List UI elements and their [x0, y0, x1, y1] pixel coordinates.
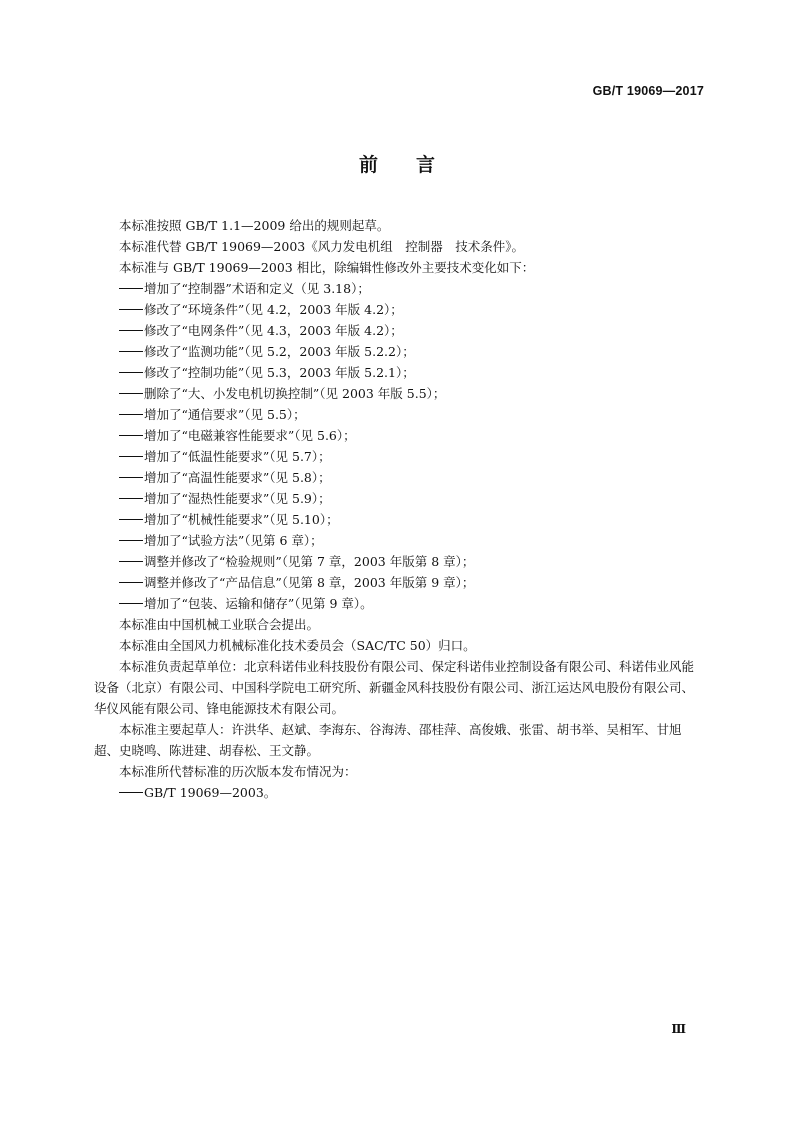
page-number: Ⅲ — [671, 1022, 686, 1036]
change-text: 修改了“电网条件”（见 4.3，2003 年版 4.2）； — [144, 323, 403, 338]
change-text: 删除了“大、小发电机切换控制”（见 2003 年版 5.5）； — [144, 386, 446, 401]
foreword-body — [94, 215, 706, 803]
paragraph-history-intro: 本标准所代替标准的历次版本发布情况为： — [119, 764, 357, 779]
change-item — [94, 467, 706, 488]
change-item — [94, 446, 706, 467]
change-item — [94, 278, 706, 299]
dash-mark — [119, 477, 143, 479]
change-item — [94, 509, 706, 530]
dash-mark — [119, 309, 143, 311]
change-text: 修改了“监测功能”（见 5.2，2003 年版 5.2.2）； — [144, 344, 415, 359]
paragraph-drafters: 本标准主要起草人：许洪华、赵斌、李海东、谷海涛、邵桂萍、高俊娥、张雷、胡书举、吴相军、甘旭超、史晓鸣、陈进建、胡春松、王文静。 — [94, 722, 682, 758]
history-text: GB/T 19069—2003。 — [144, 785, 277, 800]
dash-mark — [119, 498, 143, 500]
dash-mark — [119, 561, 143, 563]
change-item — [94, 320, 706, 341]
change-item — [94, 362, 706, 383]
dash-mark — [119, 351, 143, 353]
change-item — [94, 572, 706, 593]
change-item — [94, 488, 706, 509]
change-item — [94, 425, 706, 446]
change-item — [94, 530, 706, 551]
dash-mark — [119, 456, 143, 458]
change-item — [94, 551, 706, 572]
change-text: 增加了“试验方法”（见第 6 章）； — [144, 533, 323, 548]
dash-mark — [119, 603, 143, 605]
dash-mark — [119, 519, 143, 521]
dash-mark — [119, 288, 143, 290]
paragraph-drafting-units: 本标准负责起草单位：北京科诺伟业科技股份有限公司、保定科诺伟业控制设备有限公司、科诺伟业风能设备（北京）有限公司、中国科学院电工研究所、新疆金风科技股份有限公司、浙江运达风电股份有限公司、华仪风能有限公司、锋电能源技术有限公司。 — [94, 659, 695, 716]
change-text: 增加了“控制器”术语和定义（见 3.18）； — [144, 281, 370, 296]
change-text: 修改了“环境条件”（见 4.2，2003 年版 4.2）； — [144, 302, 403, 317]
change-text: 增加了“包装、运输和储存”（见第 9 章）。 — [144, 596, 373, 611]
change-item — [94, 593, 706, 614]
change-text: 增加了“机械性能要求”（见 5.10）； — [144, 512, 339, 527]
change-text: 增加了“电磁兼容性能要求”（见 5.6）； — [144, 428, 356, 443]
paragraph-proposed-by: 本标准由中国机械工业联合会提出。 — [119, 617, 320, 632]
paragraph-administered-by: 本标准由全国风力机械标准化技术委员会（SAC/TC 50）归口。 — [119, 638, 476, 653]
change-item — [94, 299, 706, 320]
dash-mark — [119, 393, 143, 395]
dash-mark — [119, 330, 143, 332]
change-text: 增加了“高温性能要求”（见 5.8）； — [144, 470, 331, 485]
page-title: 前言 — [358, 154, 473, 176]
dash-mark — [119, 540, 143, 542]
paragraph-replaces: 本标准代替 GB/T 19069—2003《风力发电机组 控制器 技术条件》。 — [119, 239, 524, 254]
change-text: 增加了“低温性能要求”（见 5.7）； — [144, 449, 331, 464]
paragraph-changes-intro: 本标准与 GB/T 19069—2003 相比，除编辑性修改外主要技术变化如下： — [119, 260, 535, 275]
change-text: 调整并修改了“检验规则”（见第 7 章，2003 年版第 8 章）； — [144, 554, 475, 569]
change-text: 增加了“通信要求”（见 5.5）； — [144, 407, 306, 422]
dash-mark — [119, 792, 143, 794]
change-item — [94, 404, 706, 425]
history-item — [94, 782, 706, 803]
change-item — [94, 383, 706, 404]
dash-mark — [119, 372, 143, 374]
dash-mark — [119, 582, 143, 584]
dash-mark — [119, 414, 143, 416]
change-item — [94, 341, 706, 362]
paragraph-drafting-rules: 本标准按照 GB/T 1.1—2009 给出的规则起草。 — [119, 218, 390, 233]
dash-mark — [119, 435, 143, 437]
change-text: 调整并修改了“产品信息”（见第 8 章，2003 年版第 9 章）； — [144, 575, 475, 590]
change-text: 修改了“控制功能”（见 5.3，2003 年版 5.2.1）； — [144, 365, 415, 380]
change-text: 增加了“湿热性能要求”（见 5.9）； — [144, 491, 331, 506]
standard-code: GB/T 19069—2017 — [592, 84, 704, 98]
